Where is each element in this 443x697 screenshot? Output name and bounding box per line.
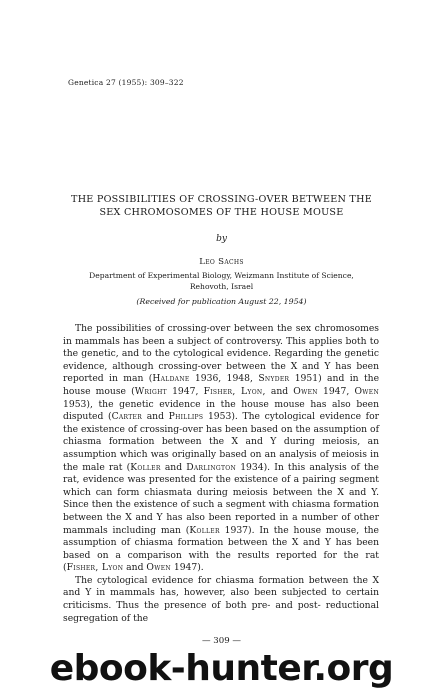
p1-text-2: 1936, 1948, (189, 373, 259, 385)
body-text (63, 323, 379, 625)
watermark: ebook-hunter.org (49, 648, 394, 689)
p1-text-13: and (123, 562, 147, 574)
title-line-1: THE POSSIBILITIES OF CROSSING-OVER BETWEEN THE (71, 194, 372, 205)
p1-text-3: 1951) and in the house mouse ( (63, 373, 380, 397)
affiliation-line-1: Department of Experimental Biology, Weizmann Institute of Science, (89, 271, 354, 280)
paragraph-2: The cytological evidence for chiasma formation between the X and Y in mammals has, however, also been subjected to certain criticisms. Thus the presence of both pre- and post- reductional segregation of the (63, 574, 379, 624)
citation-author: Wright (134, 385, 167, 397)
page-number: — 309 — (201, 636, 242, 646)
p1-text-7: 1953), the genetic evidence in the house mouse has also been disputed ( (63, 398, 379, 423)
citation-author: Owen (354, 385, 379, 397)
p1-text-8: and (142, 411, 169, 423)
p1-text-9: 1953). The cytological evidence for the existence of crossing-over has been based on the assumption of chiasma formation between the X and Y during meiosis, an assumption which was originally based on an analysis of meiosis in the male rat ( (63, 411, 379, 473)
p1-text-1: The possibilities of crossing-over between the sex chromosomes in mammals has been a subject of controversy. This applies both to the genetic, and to the cytological evidence. Regarding the genetic evidence, although crossing-over between the X and Y has been reported in man ( (63, 323, 379, 385)
p1-text-14: 1947). (170, 562, 204, 574)
p1-text-11: 1934). In this analysis of the rat, evidence was presented for the existence of a pairing segment which can form chiasmata during meiosis between the X and Y. Since then the existence of such a segment with chiasma formation between the X and Y has also been reported in a number of other mammals including man ( (63, 461, 379, 536)
citation-author: Haldane (152, 373, 190, 385)
author-name: Leo Sachs (199, 257, 244, 267)
p1-text-6: 1947, (317, 385, 355, 397)
author-affiliation (60, 271, 383, 292)
p1-text-10: and (160, 461, 187, 473)
citation-author: Fisher, Lyon, (203, 385, 266, 397)
p1-text-12: 1937). In the house mouse, the assumption of chiasma formation between the X and Y has been based on a comparison with the results reported for the rat ( (63, 524, 379, 574)
citation-author: Phillips (168, 411, 204, 423)
p1-text-4: 1947, (166, 385, 204, 397)
citation-author: Snyder (258, 373, 290, 385)
citation-author: Carter (111, 411, 143, 423)
by-line: by (216, 234, 227, 244)
citation-author: Koller (130, 461, 161, 473)
citation-author: Darlington (186, 461, 237, 473)
affiliation-line-2: Rehovoth, Israel (189, 281, 254, 291)
citation-author: Koller (189, 524, 220, 536)
received-date: (Received for publication August 22, 1954) (136, 297, 307, 306)
paragraph-1 (63, 323, 379, 575)
citation-author: Owen (293, 385, 318, 397)
paper-title (60, 193, 383, 219)
citation-author: Fisher, Lyon (66, 562, 124, 574)
citation-author: Owen (146, 562, 171, 574)
journal-reference: Genetica 27 (1955): 309–322 (68, 78, 184, 87)
p1-text-5: and (265, 385, 294, 397)
title-line-2: SEX CHROMOSOMES OF THE HOUSE MOUSE (99, 207, 344, 218)
